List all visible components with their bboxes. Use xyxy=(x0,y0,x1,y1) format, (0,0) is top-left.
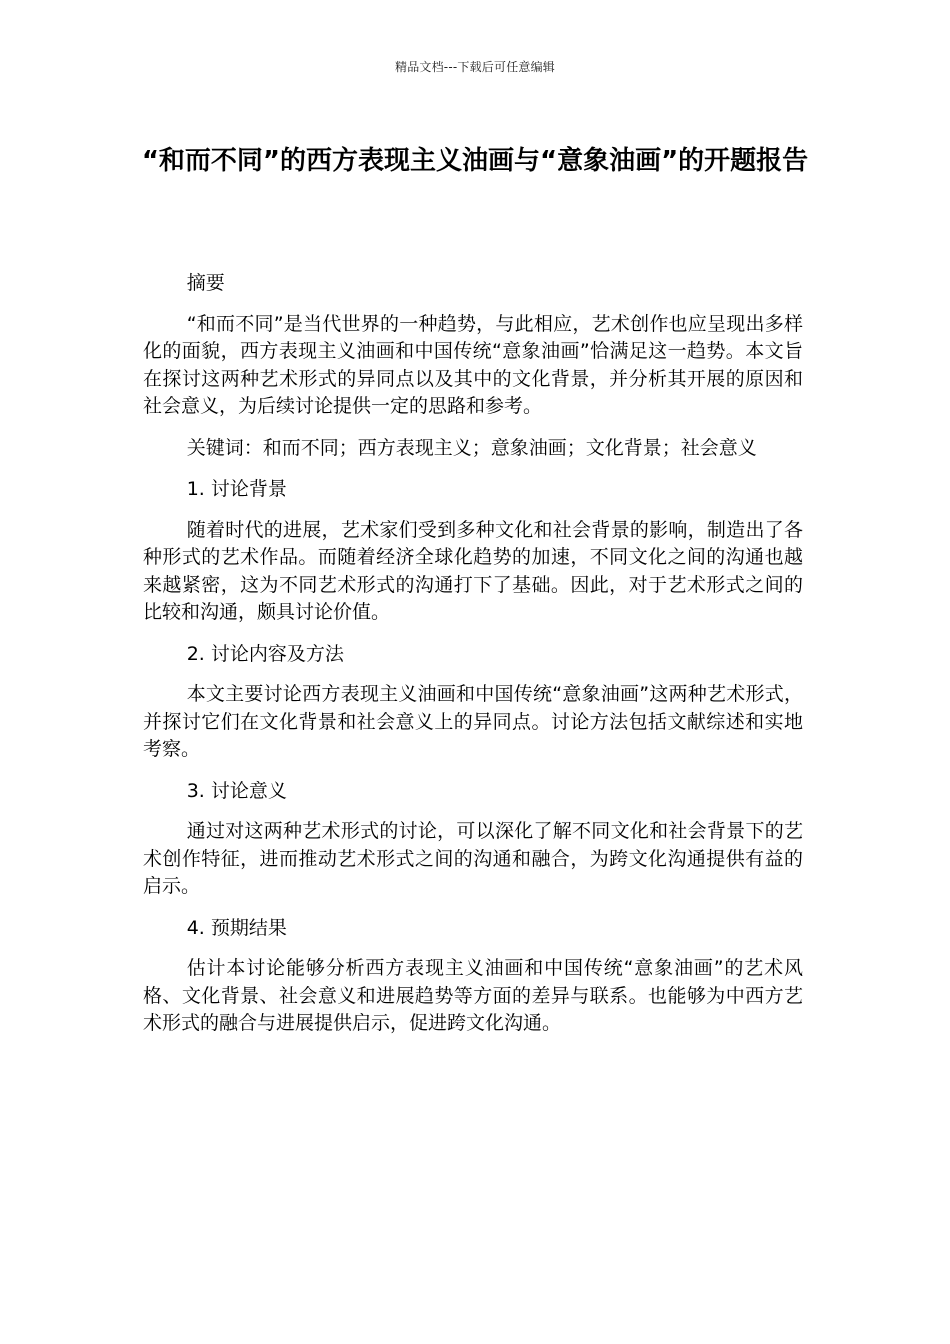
section-paragraph-expected-results: 估计本讨论能够分析西方表现主义油画和中国传统“意象油画”的艺术风格、文化背景、社会意义和进展趋势等方面的差异与联系。也能够为中西方艺术形式的融合与进展提供启示，促进跨文化沟通。 xyxy=(143,957,803,1034)
header-note: 精品文档---下载后可任意编辑 xyxy=(395,60,555,74)
section-paragraph-content-method: 本文主要讨论西方表现主义油画和中国传统“意象油画”这两种艺术形式，并探讨它们在文化背景和社会意义上的异同点。讨论方法包括文献综述和实地考察。 xyxy=(143,683,803,760)
section-paragraph-background: 随着时代的进展，艺术家们受到多种文化和社会背景的影响，制造出了各种形式的艺术作品。而随着经济全球化趋势的加速，不同文化之间的沟通也越来越紧密，这为不同艺术形式的沟通打下了基础。因此，对于艺术形式之间的比较和沟通，颇具讨论价值。 xyxy=(143,518,803,623)
document-body xyxy=(143,270,803,1052)
document-title: “和而不同”的西方表现主义油画与“意象油画”的开题报告 xyxy=(141,146,809,176)
section-heading-background: 1. 讨论背景 xyxy=(186,478,287,500)
section-heading-content-method: 2. 讨论内容及方法 xyxy=(186,642,344,665)
section-heading-expected-results: 4. 预期结果 xyxy=(186,916,287,939)
keywords-paragraph: 关键词：和而不同；西方表现主义；意象油画；文化背景；社会意义 xyxy=(186,436,757,459)
abstract-paragraph: “和而不同”是当代世界的一种趋势，与此相应，艺术创作也应呈现出多样化的面貌，西方表现主义油画和中国传统“意象油画”恰满足这一趋势。本文旨在探讨这两种艺术形式的异同点以及其中的文化背景，并分析其开展的原因和社会意义，为后续讨论提供一定的思路和参考。 xyxy=(143,312,803,417)
section-heading-significance: 3. 讨论意义 xyxy=(186,779,287,802)
abstract-heading: 摘要 xyxy=(186,272,225,294)
section-paragraph-significance: 通过对这两种艺术形式的讨论，可以深化了解不同文化和社会背景下的艺术创作特征，进而推动艺术形式之间的沟通和融合，为跨文化沟通提供有益的启示。 xyxy=(143,820,803,897)
